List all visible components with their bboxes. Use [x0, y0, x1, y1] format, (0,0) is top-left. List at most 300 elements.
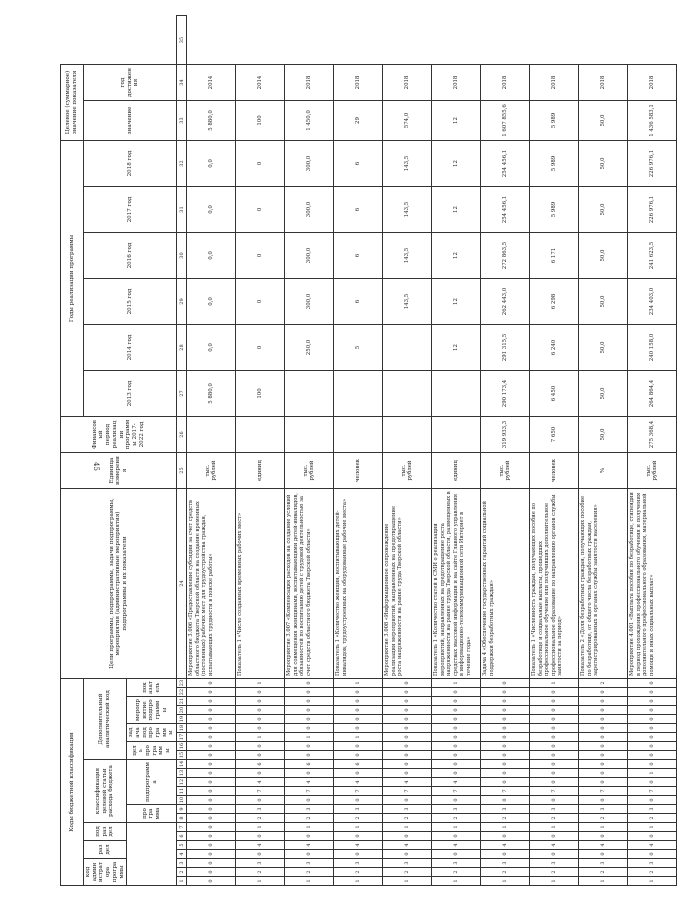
- code-digit: 4: [285, 778, 334, 787]
- code-digit: 1: [383, 823, 432, 832]
- code-digit: 0: [432, 733, 481, 742]
- code-digit: 1: [481, 877, 530, 886]
- unit-cell: человек: [334, 453, 383, 489]
- code-digit: 7: [285, 787, 334, 796]
- code-digit: 0: [285, 769, 334, 778]
- code-digit: 0: [579, 742, 628, 751]
- code-digit: 1: [236, 823, 285, 832]
- code-digit: 0: [236, 850, 285, 859]
- column-number: 2: [177, 868, 187, 877]
- year-2014-header: 2014 год: [84, 325, 177, 371]
- code-digit: 0: [432, 850, 481, 859]
- year-reach-cell: 2018: [285, 65, 334, 101]
- code-digit: 2: [530, 868, 579, 877]
- column-number: 35: [177, 16, 187, 65]
- code-digit: 0: [579, 778, 628, 787]
- year-value-cell: 241 623,5: [628, 233, 677, 279]
- year-value-cell: [383, 325, 432, 371]
- column-number: 19: [178, 715, 185, 723]
- code-digit: 3: [383, 859, 432, 868]
- row-description: Показатель 1 «Число созданных временных рабочих мест»: [236, 489, 285, 679]
- column-number: 11: [178, 787, 185, 795]
- code-digit: 1: [236, 679, 285, 688]
- kbk-group-header: Коды бюджетной классификации: [61, 679, 84, 886]
- unit-cell: единиц: [236, 453, 285, 489]
- target-value-cell: 12: [432, 101, 481, 141]
- code-digit: 2: [481, 868, 530, 877]
- code-digit: 0: [579, 733, 628, 742]
- code-digit: 1: [579, 823, 628, 832]
- code-digit: 3: [383, 805, 432, 814]
- code-digit: 2: [334, 814, 383, 823]
- code-digit: 0: [530, 742, 579, 751]
- year-value-cell: 50,0: [579, 279, 628, 325]
- goals-header: Цели программы, подпрограммы, задачи подпрограммы, мероприятия (административные мероприятия) подпрограммы и их показатели: [61, 489, 177, 679]
- code-digit: 2: [383, 868, 432, 877]
- financing-cell: 7 650: [530, 417, 579, 453]
- year-value-cell: 50,0: [579, 371, 628, 417]
- code-digit: 0: [285, 850, 334, 859]
- year-value-cell: 0,0: [187, 141, 236, 187]
- code-digit: 0: [383, 751, 432, 760]
- financing-cell: 275 368,4: [628, 417, 677, 453]
- target-value-cell: 1 436 583,1: [628, 101, 677, 141]
- column-number: 5: [177, 841, 187, 850]
- code-digit: 0: [628, 706, 677, 715]
- financing-header: Финансовый период реализации программы 2017-2022 год: [61, 417, 177, 453]
- year-value-cell: 143,5: [383, 279, 432, 325]
- code-digit: 0: [187, 742, 236, 751]
- year-value-cell: 0,0: [187, 187, 236, 233]
- code-digit: 0: [285, 706, 334, 715]
- code-digit: 1: [334, 877, 383, 886]
- unit-cell: %: [579, 453, 628, 489]
- code-digit: 0: [383, 724, 432, 733]
- code-digit: 0: [530, 688, 579, 697]
- financing-cell: [187, 417, 236, 453]
- code-digit: 2: [579, 679, 628, 688]
- code-digit: 4: [628, 841, 677, 850]
- year-value-cell: [432, 371, 481, 417]
- table-row: [579, 16, 628, 886]
- year-value-cell: 226 976,1: [628, 187, 677, 233]
- year-2016-header: 2016 год: [84, 233, 177, 279]
- column-number: 6: [177, 832, 187, 841]
- code-digit: 0: [334, 769, 383, 778]
- code-digit: 0: [383, 715, 432, 724]
- year-value-cell: 12: [432, 325, 481, 371]
- code-digit: 7: [579, 787, 628, 796]
- code-digit: 0: [187, 724, 236, 733]
- year-value-cell: 250,0: [285, 325, 334, 371]
- code-digit: 1: [432, 877, 481, 886]
- year-2015-header: 2015 год: [84, 279, 177, 325]
- code-digit: 0: [187, 841, 236, 850]
- code-digit: 0: [187, 832, 236, 841]
- year-value-cell: 0: [236, 141, 285, 187]
- code-digit: 0: [481, 688, 530, 697]
- column-number: 13: [178, 769, 185, 777]
- code-digit: 0: [530, 760, 579, 769]
- extra-analytics-header: Дополнительный аналитический код: [84, 679, 127, 760]
- year-value-cell: 143,5: [383, 187, 432, 233]
- code-digit: 2: [481, 814, 530, 823]
- column-number: 30: [177, 233, 187, 279]
- code-digit: 0: [530, 706, 579, 715]
- page-number: 45: [92, 462, 100, 471]
- year-value-cell: 50,0: [579, 233, 628, 279]
- target-value-cell: 1 607 855,6: [481, 101, 530, 141]
- code-digit: 0: [236, 715, 285, 724]
- code-digit: 1: [383, 877, 432, 886]
- code-digit: 0: [432, 742, 481, 751]
- code-digit: 0: [432, 832, 481, 841]
- code-digit: 6: [334, 760, 383, 769]
- code-digit: 7: [383, 787, 432, 796]
- code-digit: 0: [236, 706, 285, 715]
- year-value-cell: 0: [236, 279, 285, 325]
- code-digit: 1: [334, 733, 383, 742]
- code-digit: 3: [481, 805, 530, 814]
- year-value-cell: 5 989: [530, 187, 579, 233]
- code-digit: 0: [481, 679, 530, 688]
- column-number: 1: [177, 877, 187, 886]
- code-digit: 0: [285, 796, 334, 805]
- code-digit: 1: [285, 823, 334, 832]
- code-digit: 2: [628, 814, 677, 823]
- code-digit: 0: [628, 778, 677, 787]
- year-value-cell: 6: [334, 141, 383, 187]
- code-digit: 0: [334, 724, 383, 733]
- year-value-cell: 6 171: [530, 233, 579, 279]
- code-digit: 4: [432, 778, 481, 787]
- column-number: 20: [178, 706, 185, 714]
- code-digit: 0: [530, 769, 579, 778]
- code-digit: 0: [383, 679, 432, 688]
- code-digit: 0: [383, 688, 432, 697]
- code-digit: 3: [628, 805, 677, 814]
- year-value-cell: 50,0: [579, 325, 628, 371]
- row-description: Задача 4 «Обеспечение государственных гарантий социальной поддержки безработных граждан»: [481, 489, 530, 679]
- year-value-cell: 254 456,1: [481, 141, 530, 187]
- code-digit: 0: [334, 715, 383, 724]
- year-reach-cell: 2018: [481, 65, 530, 101]
- year-value-cell: 50,0: [579, 141, 628, 187]
- code-digit: 0: [579, 796, 628, 805]
- code-digit: 0: [187, 706, 236, 715]
- target-value-cell: 5 880,0: [187, 101, 236, 141]
- financing-cell: [383, 417, 432, 453]
- code-digit: 0: [481, 733, 530, 742]
- code-digit: 2: [285, 814, 334, 823]
- year-value-cell: 240 158,0: [628, 325, 677, 371]
- code-digit: 0: [481, 706, 530, 715]
- year-value-cell: 300,0: [285, 141, 334, 187]
- code-digit: 0: [481, 760, 530, 769]
- code-digit: 0: [187, 697, 236, 706]
- year-value-cell: 0,0: [187, 279, 236, 325]
- code-digit: 0: [481, 751, 530, 760]
- row-description: Показатель 1 «Численность граждан, получающих пособие по безработице и социальные выплаты, прошедших профессиональное обучение или получивших дополнительное профессиональное образование по направлению органов службы занятости за период»: [530, 489, 579, 679]
- year-value-cell: 0,0: [187, 325, 236, 371]
- code-digit: 2: [432, 814, 481, 823]
- column-number: 26: [177, 417, 187, 453]
- code-digit: 4: [383, 778, 432, 787]
- code-digit: 0: [432, 760, 481, 769]
- column-number: 23: [178, 679, 185, 687]
- column-number: 34: [177, 65, 187, 101]
- code-digit: 1: [432, 679, 481, 688]
- code-digit: 4: [579, 841, 628, 850]
- code-digit: 0: [285, 715, 334, 724]
- code-digit: 7: [432, 787, 481, 796]
- year-value-cell: 6 450: [530, 371, 579, 417]
- code-digit: 4: [285, 841, 334, 850]
- code-digit: 2: [432, 868, 481, 877]
- code-digit: 1: [530, 823, 579, 832]
- code-digit: 0: [628, 796, 677, 805]
- code-digit: 0: [530, 796, 579, 805]
- year-2017-header: 2017 год: [84, 187, 177, 233]
- code-digit: 0: [187, 751, 236, 760]
- table-row: [236, 16, 285, 886]
- column-number: 29: [177, 279, 187, 325]
- unit-cell: человек: [530, 453, 579, 489]
- code-digit: 0: [236, 697, 285, 706]
- code-digit: 0: [530, 733, 579, 742]
- column-number: 32: [177, 141, 187, 187]
- year-reach-cell: 2014: [187, 65, 236, 101]
- admin-code-header: код администратора программы: [84, 859, 127, 886]
- code-digit: 0: [579, 697, 628, 706]
- year-value-cell: 0,0: [187, 233, 236, 279]
- code-digit: 0: [530, 724, 579, 733]
- year-value-cell: 6: [334, 233, 383, 279]
- code-digit: 0: [187, 814, 236, 823]
- year-value-cell: 12: [432, 279, 481, 325]
- column-number: 24: [177, 489, 187, 679]
- column-number: 14: [178, 760, 185, 768]
- year-value-cell: 12: [432, 141, 481, 187]
- year-value-cell: 254 456,1: [481, 187, 530, 233]
- code-digit: 0: [432, 697, 481, 706]
- code-digit: 0: [628, 760, 677, 769]
- unit-cell: тыс. рублей: [383, 453, 432, 489]
- code-digit: 0: [628, 688, 677, 697]
- code-digit: 4: [432, 841, 481, 850]
- financing-cell: 50,0: [579, 417, 628, 453]
- row-description: Мероприятие 4.001 «Выплата пособия по безработице, стипендии в период прохождения профессионального обучения и получения дополнительного профессионального образования, материальной помощи и иных социальных выплат»: [628, 489, 677, 679]
- year-value-cell: [334, 371, 383, 417]
- code-digit: 0: [579, 769, 628, 778]
- code-digit: 1: [285, 733, 334, 742]
- code-digit: 0: [187, 805, 236, 814]
- code-digit: 2: [579, 814, 628, 823]
- target-value-cell: 574,0: [383, 101, 432, 141]
- cel-header: цель программы: [127, 742, 177, 760]
- code-digit: 0: [530, 697, 579, 706]
- financing-cell: [432, 417, 481, 453]
- year-value-cell: 300,0: [285, 233, 334, 279]
- code-digit: 0: [383, 733, 432, 742]
- table-row: [628, 16, 677, 886]
- code-digit: 0: [187, 679, 236, 688]
- target-value-cell: 50,0: [579, 101, 628, 141]
- code-digit: 1: [236, 733, 285, 742]
- year-value-cell: 143,5: [383, 233, 432, 279]
- code-digit: 0: [334, 850, 383, 859]
- code-digit: 1: [285, 877, 334, 886]
- code-digit: 0: [187, 796, 236, 805]
- code-digit: 0: [383, 832, 432, 841]
- code-digit: 1: [334, 823, 383, 832]
- table-row: [383, 16, 432, 886]
- target-value-cell: 29: [334, 101, 383, 141]
- code-digit: 3: [530, 805, 579, 814]
- year-value-cell: 5 880,0: [187, 371, 236, 417]
- column-number: 10: [178, 796, 185, 804]
- code-digit: 7: [628, 787, 677, 796]
- year-value-cell: 0: [236, 233, 285, 279]
- code-digit: 0: [187, 769, 236, 778]
- table-row: [432, 16, 481, 886]
- code-digit: 0: [285, 688, 334, 697]
- code-digit: 0: [579, 715, 628, 724]
- code-digit: 3: [530, 859, 579, 868]
- table-body: [187, 16, 677, 886]
- code-digit: 2: [530, 814, 579, 823]
- code-digit: 0: [285, 832, 334, 841]
- year-reach-cell: 2014: [236, 65, 285, 101]
- table-row: [530, 16, 579, 886]
- code-digit: 0: [530, 832, 579, 841]
- programma-header: программа: [127, 805, 177, 823]
- code-digit: 0: [628, 733, 677, 742]
- code-digit: 0: [579, 751, 628, 760]
- row-description: Показатель 1 «Количество женщин, воспитывающих детей-инвалидов, трудоустроенных на оборудованные рабочие места»: [334, 489, 383, 679]
- code-digit: 0: [236, 724, 285, 733]
- code-digit: 0: [432, 715, 481, 724]
- target-value-cell: 5 989: [530, 101, 579, 141]
- code-digit: 1: [530, 679, 579, 688]
- code-digit: 0: [383, 697, 432, 706]
- year-reach-header: год достижения: [84, 65, 177, 101]
- code-digit: 0: [236, 832, 285, 841]
- year-value-cell: 290 173,4: [481, 371, 530, 417]
- code-digit: 0: [383, 742, 432, 751]
- year-value-cell: 291 315,5: [481, 325, 530, 371]
- code-digit: 7: [481, 787, 530, 796]
- column-number: 17: [178, 733, 185, 741]
- code-digit: 2: [236, 868, 285, 877]
- financing-cell: [334, 417, 383, 453]
- code-digit: 0: [628, 850, 677, 859]
- code-digit: 0: [481, 832, 530, 841]
- code-digit: 0: [285, 679, 334, 688]
- code-digit: 4: [334, 778, 383, 787]
- code-digit: 1: [628, 769, 677, 778]
- code-digit: 0: [432, 796, 481, 805]
- razdel-header: раздел: [84, 841, 127, 859]
- year-2013-header: 2013 год: [84, 371, 177, 417]
- column-number: 31: [177, 187, 187, 233]
- year-2018-header: 2018 год: [84, 141, 177, 187]
- code-digit: 0: [187, 688, 236, 697]
- financing-cell: [236, 417, 285, 453]
- year-reach-cell: 2018: [383, 65, 432, 101]
- code-digit: 0: [432, 688, 481, 697]
- column-number: 18: [178, 724, 185, 732]
- code-digit: 3: [481, 859, 530, 868]
- year-value-cell: 0: [236, 325, 285, 371]
- code-digit: 6: [285, 760, 334, 769]
- code-digit: 3: [285, 859, 334, 868]
- code-digit: 3: [285, 805, 334, 814]
- years-header: Годы реализации программы: [61, 141, 84, 417]
- row-description: Мероприятие 3.007 «Компенсация расходов на создание условий для совмещения женщинами, воспитывающими детей-инвалидов, обязанностей по воспитанию детей с трудовой деятельностью за счет средств областного бюджета Тверской области»: [285, 489, 334, 679]
- code-digit: 0: [579, 688, 628, 697]
- code-digit: 0: [481, 778, 530, 787]
- code-digit: 0: [628, 832, 677, 841]
- target-article-header: классификация целевой статьи расхода бюджета: [84, 760, 127, 823]
- pokazatel-header: показатель: [127, 679, 177, 697]
- year-value-cell: 300,0: [285, 187, 334, 233]
- code-digit: 0: [481, 697, 530, 706]
- code-digit: 0: [432, 706, 481, 715]
- year-value-cell: 100: [236, 371, 285, 417]
- unit-cell: тыс. рублей: [187, 453, 236, 489]
- code-digit: 7: [236, 787, 285, 796]
- year-value-cell: 5: [334, 325, 383, 371]
- year-reach-cell: 2018: [334, 65, 383, 101]
- code-digit: 3: [432, 805, 481, 814]
- year-value-cell: 6 240: [530, 325, 579, 371]
- financing-cell: 319 933,3: [481, 417, 530, 453]
- rotated-table-wrapper: [60, 15, 659, 886]
- code-digit: 4: [334, 841, 383, 850]
- column-number: 28: [177, 325, 187, 371]
- column-number: 9: [177, 805, 187, 814]
- code-digit: 0: [236, 751, 285, 760]
- year-value-cell: [285, 371, 334, 417]
- code-digit: 0: [530, 715, 579, 724]
- year-reach-cell: 2018: [628, 65, 677, 101]
- code-digit: 3: [334, 859, 383, 868]
- table-row: [481, 16, 530, 886]
- year-value-cell: 12: [432, 187, 481, 233]
- code-digit: 0: [530, 850, 579, 859]
- code-digit: 3: [236, 859, 285, 868]
- code-digit: 0: [236, 769, 285, 778]
- code-digit: 0: [334, 697, 383, 706]
- code-digit: 0: [187, 778, 236, 787]
- column-number: 3: [177, 859, 187, 868]
- code-digit: 0: [628, 715, 677, 724]
- code-digit: 1: [530, 877, 579, 886]
- code-digit: 4: [530, 841, 579, 850]
- code-digit: 0: [579, 724, 628, 733]
- code-digit: 3: [334, 805, 383, 814]
- code-digit: 0: [530, 751, 579, 760]
- code-digit: 0: [579, 706, 628, 715]
- code-digit: 3: [579, 859, 628, 868]
- unit-cell: тыс. рублей: [481, 453, 530, 489]
- code-digit: 0: [628, 724, 677, 733]
- code-digit: 0: [481, 742, 530, 751]
- year-value-cell: 50,0: [579, 187, 628, 233]
- year-value-cell: [383, 371, 432, 417]
- code-digit: 0: [334, 832, 383, 841]
